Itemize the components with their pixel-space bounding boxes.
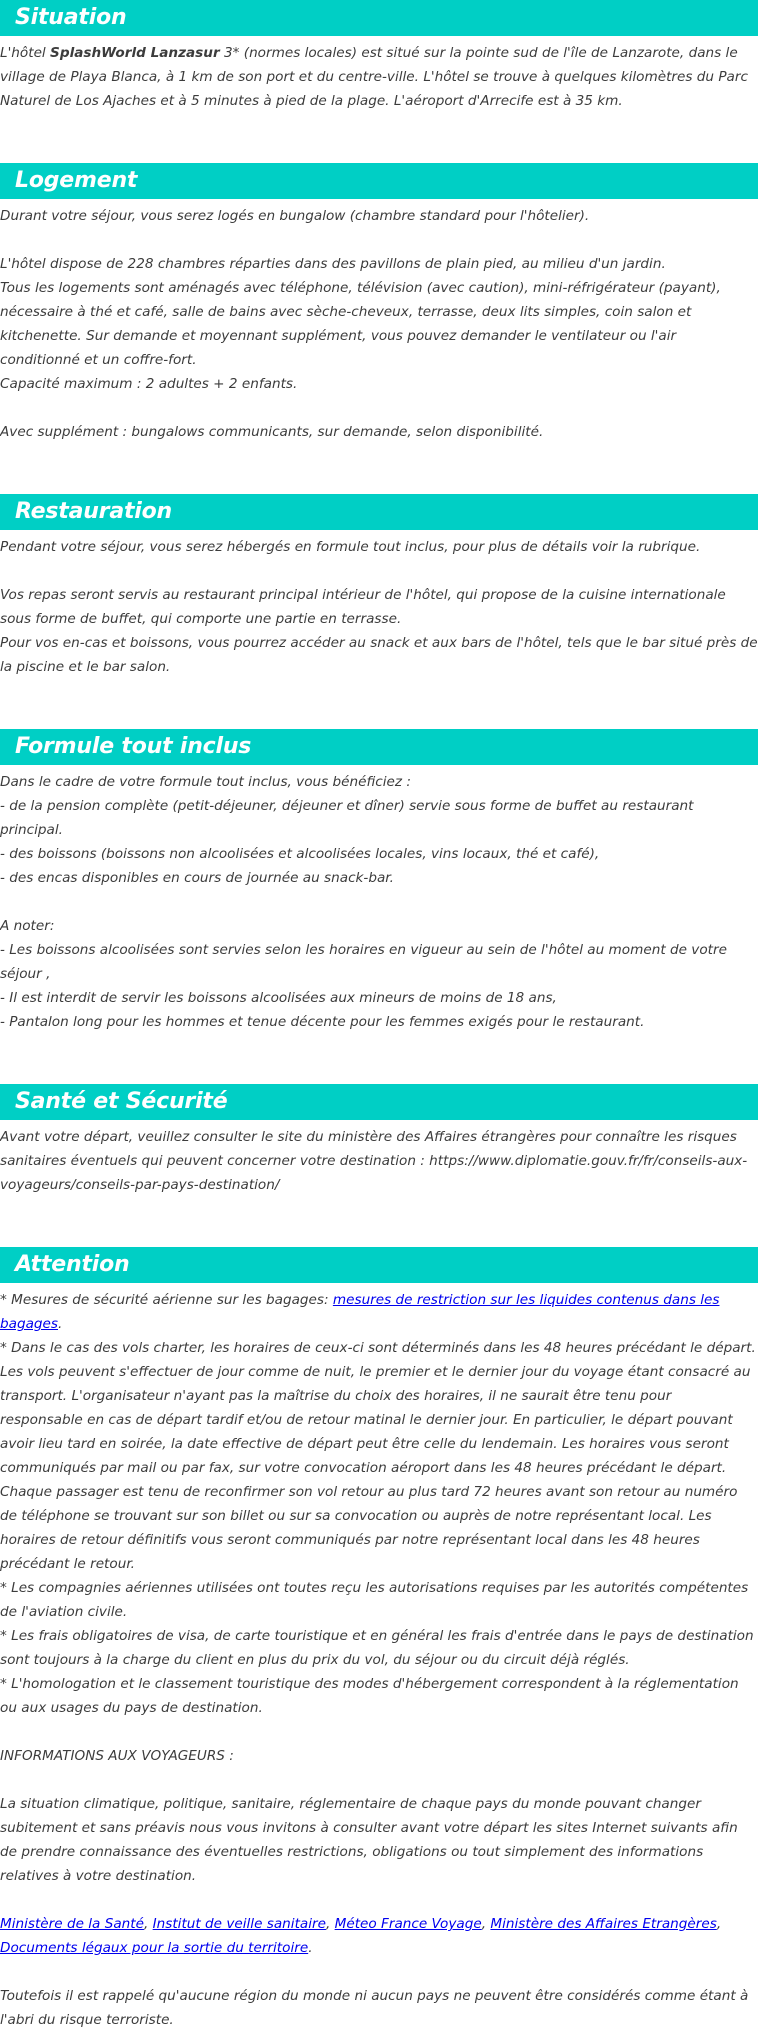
list-item: - Il est interdit de servir les boissons alcoolisées aux mineurs de moins de 18 ans, <box>0 990 557 1006</box>
separator: , <box>481 1916 491 1932</box>
links-paragraph <box>0 1912 758 1960</box>
separator: , <box>143 1916 153 1932</box>
section-body <box>0 765 758 1034</box>
paragraph: * L'homologation et le classement touristique des modes d'hébergement correspondent à la réglementation ou aux usages du pays de destination. <box>0 1676 739 1716</box>
section-title: Santé et Sécurité <box>0 1084 758 1120</box>
separator: , <box>325 1916 335 1932</box>
paragraph: * Les compagnies aériennes utilisées ont toutes reçu les autorisations requises par les autorités compétentes de l'aviation civile. <box>0 1580 749 1620</box>
section-body <box>0 199 758 444</box>
text: . <box>308 1940 313 1956</box>
paragraph: Dans le cadre de votre formule tout inclus, vous bénéficiez : <box>0 774 411 790</box>
section-title: Logement <box>0 163 758 199</box>
info-title: INFORMATIONS AUX VOYAGEURS : <box>0 1748 234 1764</box>
section-body <box>0 1120 758 1197</box>
paragraph: Vos repas seront servis au restaurant principal intérieur de l'hôtel, qui propose de la cuisine internationale sous forme de buffet, qui comporte une partie en terrasse. <box>0 587 726 627</box>
paragraph <box>0 1288 758 1336</box>
note-title: A noter: <box>0 918 55 934</box>
paragraph: Capacité maximum : 2 adultes + 2 enfants. <box>0 376 298 392</box>
list-item: - des boissons (boissons non alcoolisées et alcoolisées locales, vins locaux, thé et café), <box>0 846 600 862</box>
section-formule <box>0 729 758 1034</box>
section-logement <box>0 163 758 444</box>
section-title: Attention <box>0 1247 758 1283</box>
section-title: Restauration <box>0 494 758 530</box>
section-attention <box>0 1247 758 2032</box>
paragraph: Durant votre séjour, vous serez logés en bungalow (chambre standard pour l'hôtelier). <box>0 208 590 224</box>
paragraph: Avant votre départ, veuillez consulter le site du ministère des Affaires étrangères pour connaître les risques sanitaires éventuels qui peuvent concerner votre destination : https://www.diplomatie.gouv.fr/fr/conseils-aux-voyageurs/conseils-par-pays-destination/ <box>0 1129 748 1193</box>
paragraph: L'hôtel dispose de 228 chambres réparties dans des pavillons de plain pied, au milieu d'un jardin. <box>0 256 666 272</box>
section-body <box>0 36 758 113</box>
paragraph: Pour vos en-cas et boissons, vous pourrez accéder au snack et aux bars de l'hôtel, tels que le bar situé près de la piscine et le bar salon. <box>0 635 758 675</box>
hotel-name: SplashWorld Lanzasur <box>50 45 220 61</box>
separator: , <box>716 1916 722 1932</box>
section-restauration <box>0 494 758 679</box>
situation-paragraph <box>0 41 758 113</box>
section-situation <box>0 0 758 113</box>
list-item: - Les boissons alcoolisées sont servies selon les horaires en vigueur au sein de l'hôtel au moment de votre séjour , <box>0 942 727 982</box>
paragraph: Avec supplément : bungalows communicants, sur demande, selon disponibilité. <box>0 424 544 440</box>
section-title: Situation <box>0 0 758 36</box>
link-documents-legaux[interactable]: Documents légaux pour la sortie du territoire <box>0 1940 309 1956</box>
list-item: - de la pension complète (petit-déjeuner, déjeuner et dîner) servie sous forme de buffet au restaurant principal. <box>0 798 694 838</box>
text: . <box>58 1316 63 1332</box>
section-body <box>0 530 758 679</box>
link-meteo-france-voyage[interactable]: Méteo France Voyage <box>334 1916 482 1932</box>
list-item: - des encas disponibles en cours de journée au snack-bar. <box>0 870 394 886</box>
liquids-restriction-link[interactable]: mesures de restriction sur les liquides contenus dans les bagages <box>0 1292 720 1332</box>
paragraph: Tous les logements sont aménagés avec téléphone, télévision (avec caution), mini-réfrigérateur (payant), nécessaire à thé et café, salle de bains avec sèche-cheveux, terrasse, deux lits simples, coin salon et kitchenette. Sur demande et moyennant supplément, vous pouvez demander le ventilateur ou l'air conditionné et un coffre-fort. <box>0 280 721 368</box>
paragraph: Pendant votre séjour, vous serez hébergés en formule tout inclus, pour plus de détails voir la rubrique. <box>0 539 701 555</box>
section-title: Formule tout inclus <box>0 729 758 765</box>
text: * Mesures de sécurité aérienne sur les bagages: <box>0 1292 333 1308</box>
text: 3* (normes locales) est situé sur la pointe sud de l'île de Lanzarote, dans le village de Playa Blanca, à 1 km de son port et du centre-ville. L'hôtel se trouve à quelques kilomètres du Parc Naturel de Los Ajaches et à 5 minutes à pied de la plage. L'aéroport d'Arrecife est à 35 km. <box>0 45 748 109</box>
link-ministere-affaires-etrangeres[interactable]: Ministère des Affaires Etrangères <box>490 1916 717 1932</box>
text: L'hôtel <box>0 45 51 61</box>
paragraph: * Dans le cas des vols charter, les horaires de ceux-ci sont déterminés dans les 48 heures précédant le départ. Les vols peuvent s'effectuer de jour comme de nuit, le premier et le dernier jour du voyage étant consacré au transport. L'organisateur n'ayant pas la maîtrise du choix des horaires, il ne saurait être tenu pour responsable en cas de départ tardif et/ou de retour matinal le dernier jour. En particulier, le départ pouvant avoir lieu tard en soirée, la date effective de départ peut être celle du lendemain. Les horaires vous seront communiqués par mail ou par fax, sur votre convocation aéroport dans les 48 heures précédant le départ. Chaque passager est tenu de reconfirmer son vol retour au plus tard 72 heures avant son retour au numéro de téléphone se trouvant sur son billet ou sur sa convocation ou auprès de notre représentant local. Les horaires de retour définitifs vous seront communiqués par notre représentant local dans les 48 heures précédant le retour. <box>0 1340 756 1572</box>
list-item: - Pantalon long pour les hommes et tenue décente pour les femmes exigés pour le restaurant. <box>0 1014 645 1030</box>
section-sante <box>0 1084 758 1197</box>
paragraph: Toutefois il est rappelé qu'aucune région du monde ni aucun pays ne peuvent être considérés comme étant à l'abri du risque terroriste. <box>0 1988 749 2028</box>
link-ministere-sante[interactable]: Ministère de la Santé <box>0 1916 144 1932</box>
paragraph: * Les frais obligatoires de visa, de carte touristique et en général les frais d'entrée dans le pays de destination sont toujours à la charge du client en plus du prix du vol, du séjour ou du circuit déjà réglés. <box>0 1628 754 1668</box>
section-body <box>0 1283 758 2032</box>
paragraph: La situation climatique, politique, sanitaire, réglementaire de chaque pays du monde pouvant changer subitement et sans préavis nous vous invitons à consulter avant votre départ les sites Internet suivants afin de prendre connaissance des éventuelles restrictions, obligations ou tout simplement des informations relatives à votre destination. <box>0 1796 738 1884</box>
link-institut-veille-sanitaire[interactable]: Institut de veille sanitaire <box>152 1916 326 1932</box>
